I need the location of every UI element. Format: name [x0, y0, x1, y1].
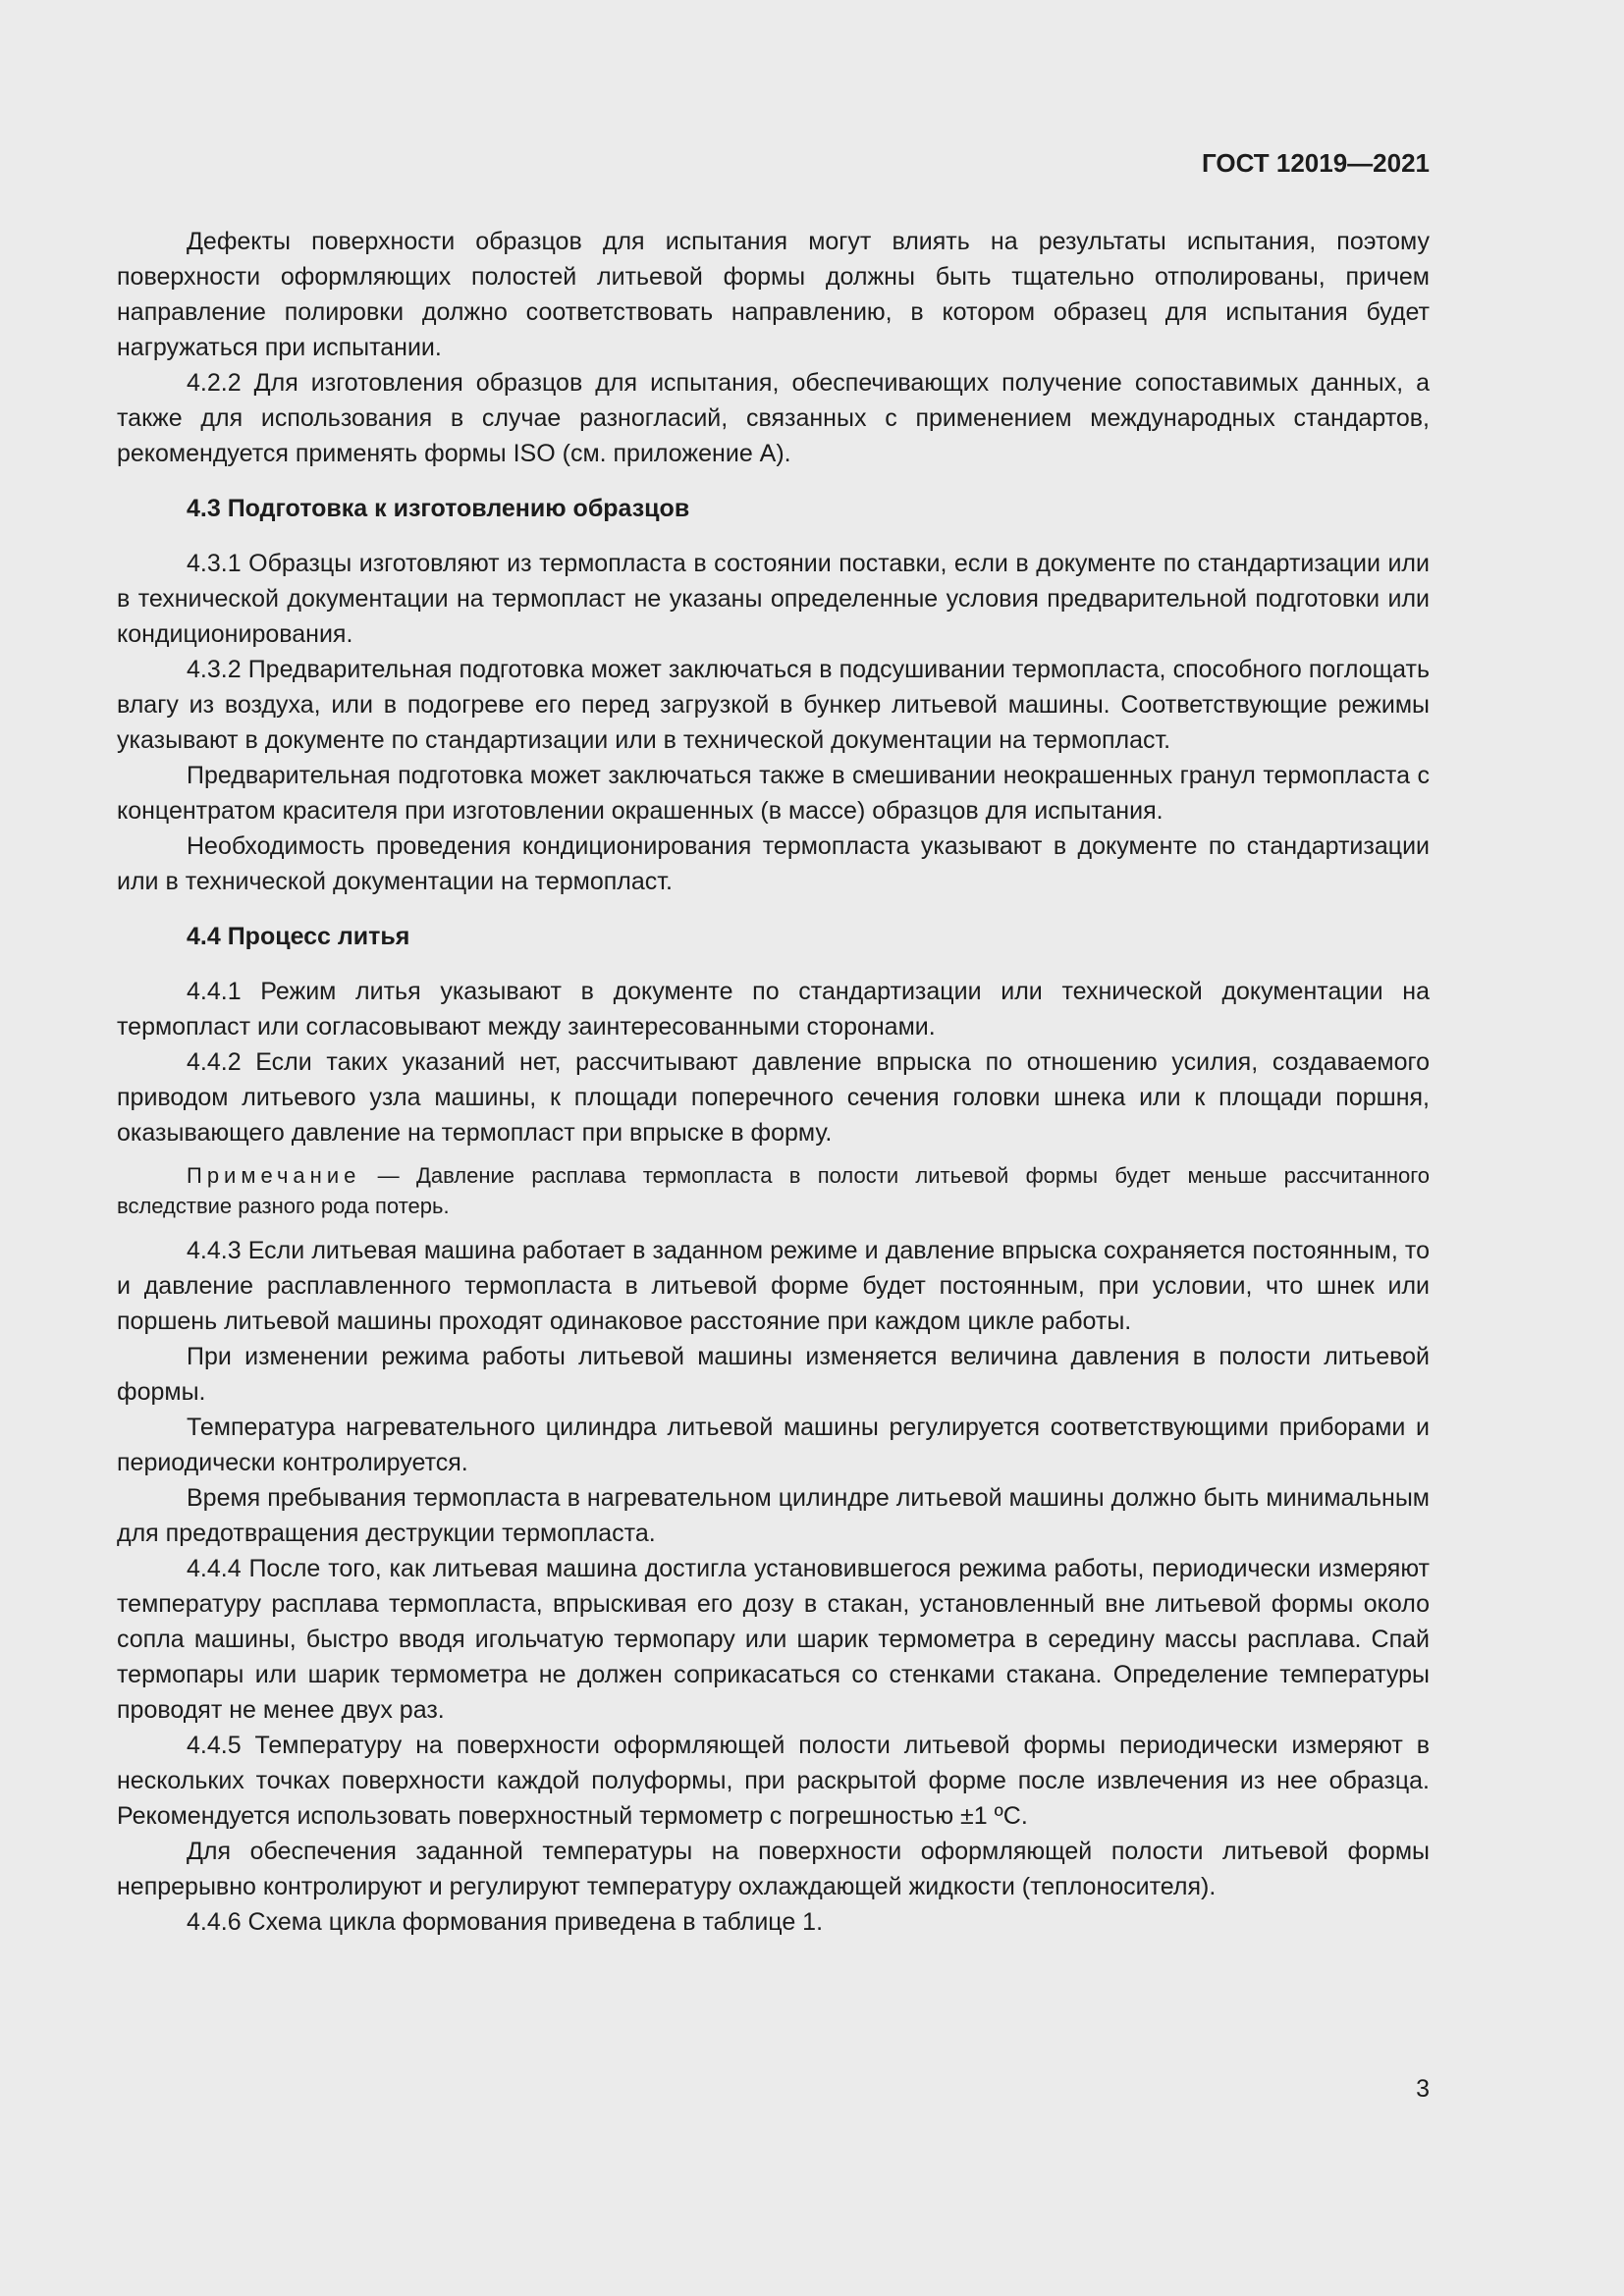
note-text: — Давление расплава термопласта в полости литьевой формы будет меньше рассчитанного вследствие разного рода потерь.: [117, 1163, 1430, 1218]
paragraph: 4.4.6 Схема цикла формования приведена в таблице 1.: [187, 1908, 824, 1936]
paragraph: 4.4.1 Режим литья указывают в документе по стандартизации или технической документации на термопласт или согласовывают между заинтересованными сторонами.: [117, 978, 1430, 1041]
paragraph: 4.4.4 После того, как литьевая машина достигла установившегося режима работы, периодически измеряют температуру расплава термопласта, впрыскивая его дозу в стакан, установленный вне литьевой формы около сопла машины, быстро вводя игольчатую термопару или шарик термометра в середину массы расплава. Спай термопары или шарик термометра не должен соприкасаться со стенками стакана. Определение температуры проводят не менее двух раз.: [117, 1555, 1430, 1724]
paragraph: Предварительная подготовка может заключаться также в смешивании неокрашенных гранул термопласта с концентратом красителя при изготовлении окрашенных (в массе) образцов для испытания.: [117, 762, 1430, 825]
paragraph: При изменении режима работы литьевой машины изменяется величина давления в полости литьевой формы.: [117, 1343, 1430, 1406]
paragraph: 4.3.1 Образцы изготовляют из термопласта в состоянии поставки, если в документе по стандартизации или в технической документации на термопласт не указаны определенные условия предварительной подготовки или кондиционирования.: [117, 550, 1430, 648]
paragraph: 4.4.2 Если таких указаний нет, рассчитывают давление впрыска по отношению усилия, создаваемого приводом литьевого узла машины, к площади поперечного сечения головки шнека или к площади поршня, оказывающего давление на термопласт при впрыске в форму.: [117, 1048, 1430, 1147]
note-label: Примечание: [187, 1163, 361, 1188]
document-body: [117, 224, 1430, 1940]
paragraph: Время пребывания термопласта в нагревательном цилиндре литьевой машины должно быть минимальным для предотвращения деструкции термопласта.: [117, 1484, 1430, 1547]
paragraph: Для обеспечения заданной температуры на поверхности оформляющей полости литьевой формы непрерывно контролируют и регулируют температуру охлаждающей жидкости (теплоносителя).: [117, 1838, 1430, 1900]
paragraph: Необходимость проведения кондиционирования термопласта указывают в документе по стандартизации или в технической документации на термопласт.: [117, 832, 1430, 895]
paragraph: Дефекты поверхности образцов для испытания могут влиять на результаты испытания, поэтому поверхности оформляющих полостей литьевой формы должны быть тщательно отполированы, причем направление полировки должно соответствовать направлению, в котором образец для испытания будет нагружаться при испытании.: [117, 228, 1430, 361]
page-number: 3: [1416, 2075, 1430, 2103]
paragraph: 4.4.3 Если литьевая машина работает в заданном режиме и давление впрыска сохраняется постоянным, то и давление расплавленного термопласта в литьевой форме будет постоянным, при условии, что шнек или поршень литьевой машины проходят одинаковое расстояние при каждом цикле работы.: [117, 1237, 1430, 1335]
section-heading: 4.4 Процесс литья: [187, 923, 410, 950]
paragraph: 4.2.2 Для изготовления образцов для испытания, обеспечивающих получение сопоставимых данных, а также для использования в случае разногласий, связанных с применением международных стандартов, рекомендуется применять формы ISO (см. приложение А).: [117, 369, 1430, 467]
note: [117, 1160, 1430, 1221]
paragraph: 4.4.5 Температуру на поверхности оформляющей полости литьевой формы периодически измеряют в нескольких точках поверхности каждой полуформы, при раскрытой форме после извлечения из нее образца. Рекомендуется использовать поверхностный термометр с погрешностью ±1 ºС.: [117, 1732, 1430, 1830]
document-code: ГОСТ 12019—2021: [1202, 148, 1430, 178]
paragraph: 4.3.2 Предварительная подготовка может заключаться в подсушивании термопласта, способного поглощать влагу из воздуха, или в подогреве его перед загрузкой в бункер литьевой машины. Соответствующие режимы указывают в документе по стандартизации или в технической документации на термопласт.: [117, 656, 1430, 754]
paragraph: Температура нагревательного цилиндра литьевой машины регулируется соответствующими приборами и периодически контролируется.: [117, 1414, 1430, 1476]
section-heading: 4.3 Подготовка к изготовлению образцов: [187, 495, 690, 522]
